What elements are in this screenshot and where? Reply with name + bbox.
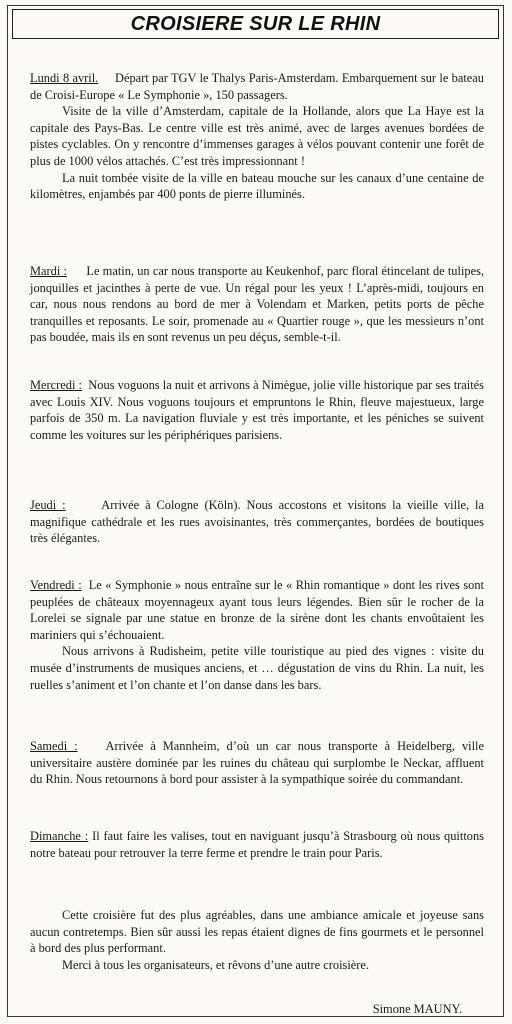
day-label-jeudi: Jeudi : bbox=[30, 498, 66, 512]
day-label-samedi: Samedi : bbox=[30, 739, 78, 753]
paragraph bbox=[30, 577, 484, 643]
paragraph bbox=[30, 497, 484, 547]
day-text: Nous voguons la nuit et arrivons à Nimègue, jolie ville historique par ses traités avec Louis XIV. Nous voguons toujours et empruntons le Rhin, fleuve majestueux, large parfois de 350 m. La navigation fluviale y est très importante, et les péniches se suivent comme les voitures sur les périphériques parisiens. bbox=[30, 378, 484, 442]
paragraph: Cette croisière fut des plus agréables, dans une ambiance amicale et joyeuse sans aucun contretemps. Bien sûr aussi les repas étaient dignes de fins gourmets et le personnel à bord des plus performant. bbox=[30, 908, 484, 956]
section-samedi bbox=[30, 738, 484, 788]
paragraph: Merci à tous les organisateurs, et rêvons d’une autre croisière. bbox=[62, 957, 370, 972]
paragraph: Nous arrivons à Rudisheim, petite ville touristique au pied des vignes : visite du musée d’instruments de musiques anciens, et … dégustation de vins du Rhin. La nuit, les ruelles s’animent et l’on chante et l’on danse dans les bars. bbox=[30, 644, 484, 692]
paragraph bbox=[30, 738, 484, 788]
paragraph bbox=[30, 377, 484, 443]
day-text: Le matin, un car nous transporte au Keukenhof, parc floral étincelant de tulipes, jonquilles et jacinthes à perte de vue. Un régal pour les yeux ! L’après-midi, toujours en car, nous nous rendons au bord de mer à Volendam et Marken, petits ports de pêche tranquilles et reposants. Le soir, promenade au « Quartier rouge », que les messieurs n’ont pas boudée, mais ils en sont revenus un peu déçus, semble-t-il. bbox=[30, 264, 485, 345]
paragraph bbox=[30, 263, 484, 346]
title-box bbox=[12, 9, 499, 39]
day-label-vendredi: Vendredi : bbox=[30, 578, 82, 592]
section-mardi bbox=[30, 263, 484, 346]
paragraph: Visite de la ville d’Amsterdam, capitale de la Hollande, alors que La Haye est la capitale des Pays-Bas. Le centre ville est très animé, avec de larges avenues bordées de pistes cyclables. On y rencontre d’immenses garages à vélos pouvant contenir une forêt de plus de 1000 vélos attachés. C’est très impressionnant ! bbox=[30, 104, 484, 168]
day-label-lundi: Lundi 8 avril. bbox=[30, 71, 99, 85]
day-text: Arrivée à Mannheim, d’où un car nous transporte à Heidelberg, ville universitaire austère dominée par les ruines du château qui surplombe le Neckar, affluent du Rhin. Nous retournons à bord pour assister à la sympathique soirée du commandant. bbox=[30, 739, 484, 787]
section-mercredi bbox=[30, 377, 484, 443]
section-jeudi bbox=[30, 497, 484, 547]
day-text: Départ par TGV le Thalys Paris-Amsterdam. Embarquement sur le bateau de Croisi-Europe « Le Symphonie », 150 passagers. bbox=[30, 71, 484, 102]
section-lundi bbox=[30, 70, 484, 203]
day-label-mercredi: Mercredi : bbox=[30, 378, 82, 392]
day-label-mardi: Mardi : bbox=[30, 264, 67, 278]
day-text: Il faut faire les valises, tout en naviguant jusqu’à Strasbourg où nous quittons notre bateau pour retrouver la terre ferme et prendre le train pour Paris. bbox=[30, 829, 484, 860]
day-label-dimanche: Dimanche : bbox=[30, 829, 89, 843]
section-vendredi bbox=[30, 577, 484, 693]
section-conclusion bbox=[30, 907, 484, 973]
page-title: CROISIERE SUR LE RHIN bbox=[130, 12, 381, 35]
paragraph bbox=[30, 70, 484, 103]
day-text: Le « Symphonie » nous entraîne sur le « Rhin romantique » dont les rives sont peuplées de châteaux moyennageux ayant tous leurs légendes. Bien sûr le rocher de la Lorelei se signale par une statue en bronze de la sirène dont les chants envoûtaient les mariniers qui s’échouaient. bbox=[30, 578, 484, 642]
paragraph bbox=[30, 828, 484, 861]
paragraph: La nuit tombée visite de la ville en bateau mouche sur les canaux d’une centaine de kilomètres, enjambés par 400 ponts de pierre illuminés. bbox=[30, 170, 484, 202]
section-dimanche bbox=[30, 828, 484, 861]
signature: Simone MAUNY. bbox=[372, 1002, 462, 1016]
day-text: Arrivée à Cologne (Köln). Nous accostons et visitons la vieille ville, la magnifique cathédrale et les rues avoisinantes, très commerçantes, bordées de boutiques très élégantes. bbox=[30, 498, 484, 546]
